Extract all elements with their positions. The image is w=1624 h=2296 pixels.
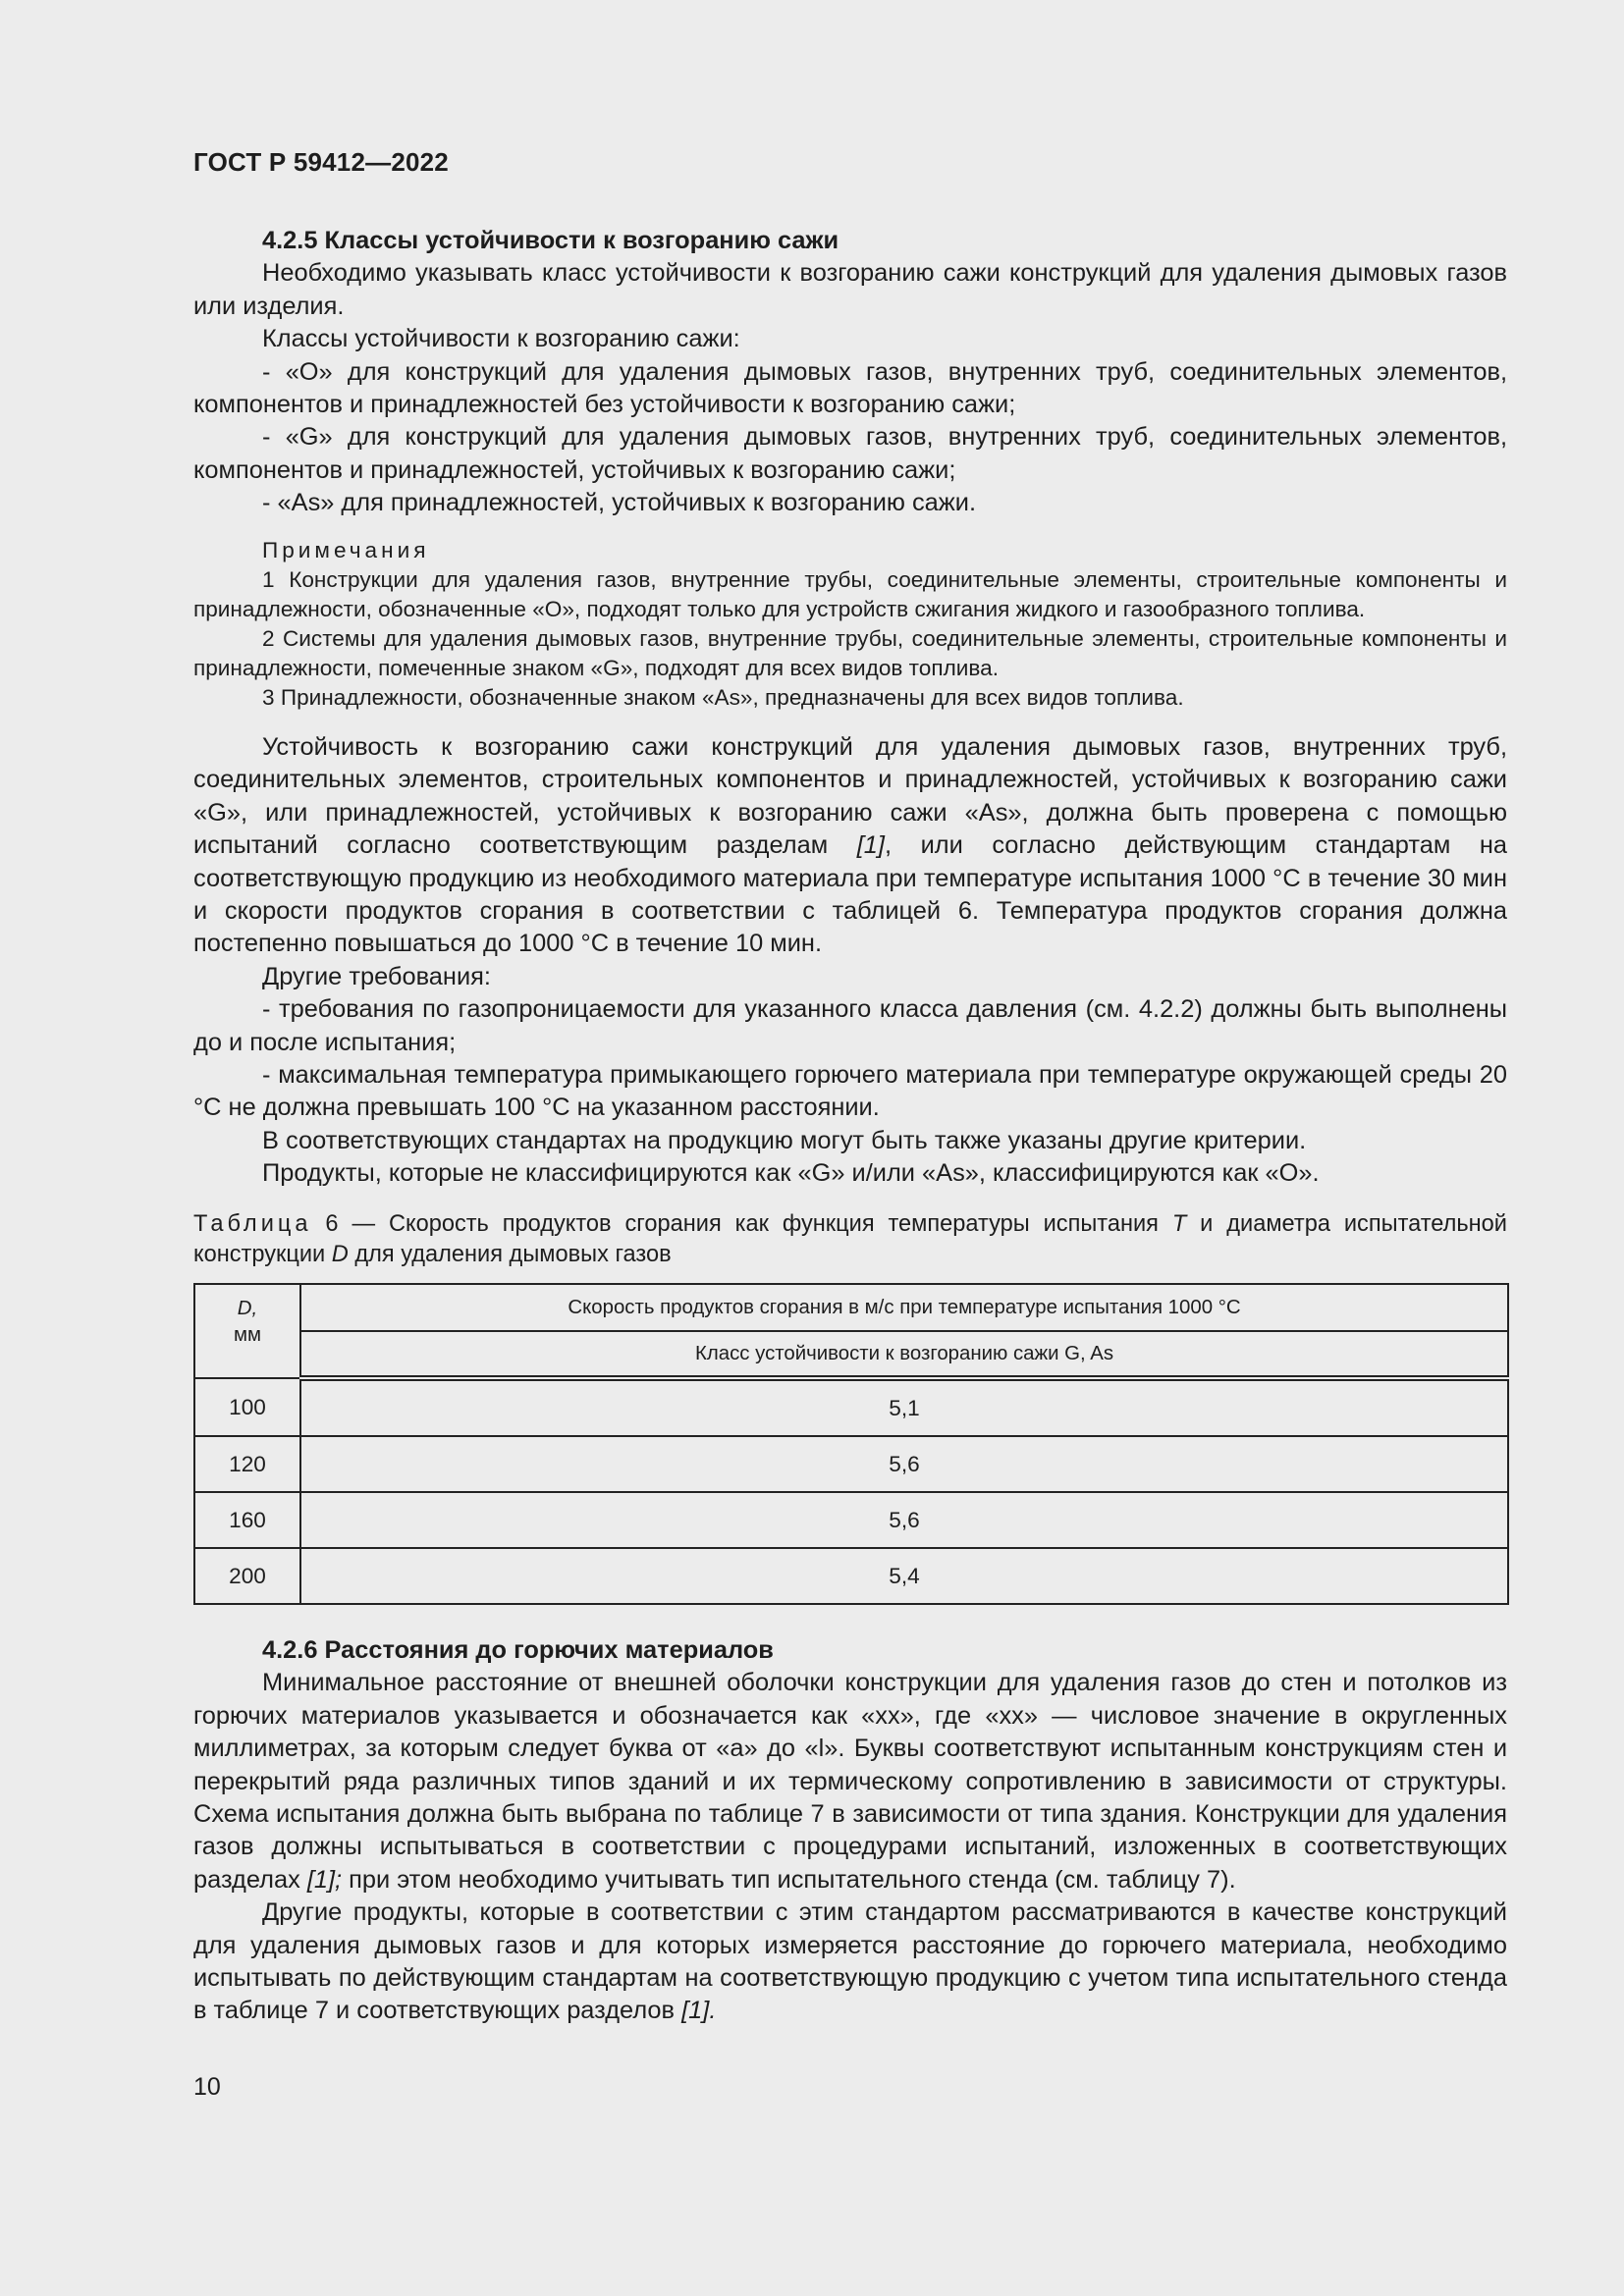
reference: [1]: [856, 831, 885, 860]
table-header-row: [194, 1284, 1508, 1331]
paragraph: Другие требования:: [262, 962, 491, 990]
paragraph: [193, 731, 1507, 961]
section-heading: 4.2.5 Классы устойчивости к возгоранию сажи: [262, 227, 839, 254]
column-header-d: D, мм: [194, 1284, 300, 1378]
cell-diameter: 100: [194, 1378, 300, 1436]
paragraph: [193, 1896, 1507, 2028]
page-number: 10: [193, 2073, 221, 2101]
list-item: - «As» для принадлежностей, устойчивых к возгоранию сажи.: [262, 489, 977, 517]
reference: [1];: [306, 1865, 343, 1894]
paragraph: [193, 1667, 1507, 1896]
table-caption: Таблица 6 — Скорость продуктов сгорания как функция температуры испытания T и диаметра испытательной конструкции D для удаления дымовых газов: [193, 1211, 1507, 1267]
note-item: 1 Конструкции для удаления газов, внутренние трубы, соединительные элементы, строительные компоненты и принадлежности, обозначенные «О», подходят только для устройств сжигания жидкого и газообразного топлива.: [193, 567, 1507, 621]
section-4-2-6: [193, 1634, 1507, 2028]
column-header-speed: Скорость продуктов сгорания в м/с при температуре испытания 1000 °С: [300, 1284, 1508, 1331]
section-heading: 4.2.6 Расстояния до горючих материалов: [262, 1636, 774, 1664]
table-row: [194, 1548, 1508, 1604]
paragraph: Классы устойчивости к возгоранию сажи:: [262, 325, 740, 353]
cell-speed: 5,1: [300, 1378, 1508, 1436]
paragraph: Продукты, которые не классифицируются как «G» и/или «As», классифицируются как «О».: [262, 1159, 1320, 1188]
paragraph-text: Другие продукты, которые в соответствии с этим стандартом рассматриваются в качестве конструкций для удаления дымовых газов и для которых измеряется расстояние до горючего материала, необходимо испытывать по действующим стандартам на соответствующую продукцию с учетом типа испытательного стенда в таблице 7 и соответствующих разделов: [193, 1898, 1507, 2025]
section-4-2-5: [193, 225, 1507, 520]
cell-speed: 5,4: [300, 1548, 1508, 1604]
cell-diameter: 160: [194, 1492, 300, 1548]
cell-diameter: 120: [194, 1436, 300, 1492]
notes-title: Примечания: [262, 538, 430, 562]
list-item: - максимальная температура примыкающего горючего материала при температуре окружающей среды 20 °С не должна превышать 100 °С на указанном расстоянии.: [193, 1061, 1507, 1122]
soot-resistance-text: [193, 731, 1507, 1191]
paragraph-text: при этом необходимо учитывать тип испытательного стенда (см. таблицу 7).: [342, 1865, 1236, 1894]
note-item: 2 Системы для удаления дымовых газов, внутренние трубы, соединительные элементы, строительные компоненты и принадлежности, помеченные знаком «G», подходят для всех видов топлива.: [193, 626, 1507, 680]
paragraph-text: Устойчивость к возгоранию сажи конструкций для удаления дымовых газов, внутренних труб, соединительных элементов, строительных компонентов и принадлежностей, устойчивых к возгоранию сажи «G», или принадлежностей, устойчивых к возгоранию сажи «As», должна быть проверена с помощью испытаний согласно соответствующим разделам: [193, 733, 1507, 860]
notes-block: [193, 536, 1507, 713]
cell-diameter: 200: [194, 1548, 300, 1604]
table-row: [194, 1378, 1508, 1436]
paragraph-text: , или согласно действующим стандартам на соответствующую продукцию из необходимого материала при температуре испытания 1000 °С в течение 30 мин и скорости продуктов сгорания в соответствии с таблицей 6. Температура продуктов сгорания должна постепенно повышаться до 1000 °С в течение 10 мин.: [193, 831, 1507, 958]
document-header: ГОСТ Р 59412—2022: [193, 147, 449, 177]
paragraph-text: Минимальное расстояние от внешней оболочки конструкции для удаления газов до стен и потолков из горючих материалов указывается и обозначается как «хх», где «хх» — числовое значение в округленных миллиметрах, за которым следует буква от «а» до «l». Буквы соответствуют испытанным конструкциям стен и перекрытий ряда различных типов зданий и их термическому сопротивлению в зависимости от структуры. Схема испытания должна быть выбрана по таблице 7 в зависимости от типа здания. Конструкции для удаления газов должны испытываться в соответствии с процедурами испытаний, изложенных в соответствующих разделах: [193, 1669, 1507, 1894]
note-item: 3 Принадлежности, обозначенные знаком «As», предназначены для всех видов топлива.: [262, 685, 1184, 710]
cell-speed: 5,6: [300, 1492, 1508, 1548]
reference: [1].: [681, 1997, 717, 2025]
table-6: [193, 1283, 1509, 1605]
table-label: Таблица: [193, 1211, 312, 1237]
list-item: - требования по газопроницаемости для указанного класса давления (см. 4.2.2) должны быть выполнены до и после испытания;: [193, 995, 1507, 1056]
cell-speed: 5,6: [300, 1436, 1508, 1492]
column-header-class: Класс устойчивости к возгоранию сажи G, As: [300, 1331, 1508, 1378]
table-header-row: [194, 1331, 1508, 1378]
list-item: - «О» для конструкций для удаления дымовых газов, внутренних труб, соединительных элементов, компонентов и принадлежностей без устойчивости к возгоранию сажи;: [193, 357, 1507, 419]
table-row: [194, 1492, 1508, 1548]
paragraph: Необходимо указывать класс устойчивости к возгоранию сажи конструкций для удаления дымовых газов или изделия.: [193, 259, 1507, 320]
paragraph: В соответствующих стандартах на продукцию могут быть также указаны другие критерии.: [262, 1126, 1307, 1154]
table-row: [194, 1436, 1508, 1492]
list-item: - «G» для конструкций для удаления дымовых газов, внутренних труб, соединительных элементов, компонентов и принадлежностей, устойчивых к возгоранию сажи;: [193, 423, 1507, 484]
